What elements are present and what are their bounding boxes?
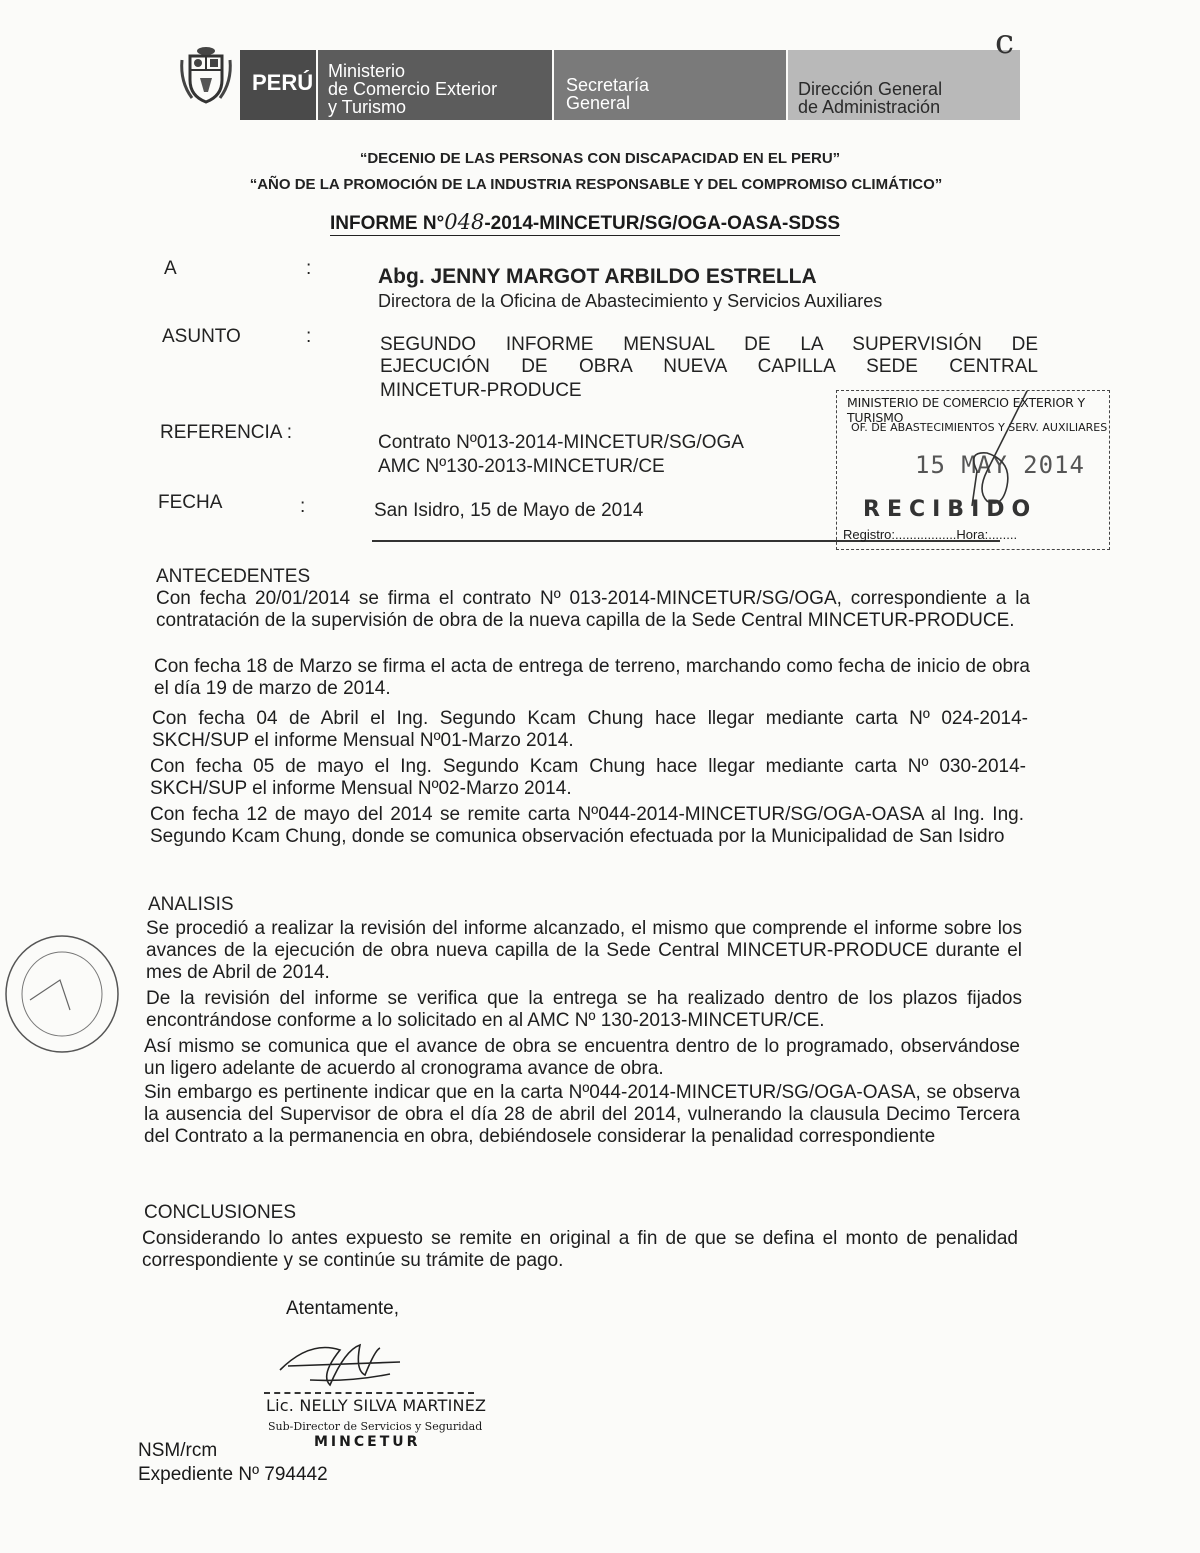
to-label: A	[164, 258, 177, 279]
analisis-paragraph: Así mismo se comunica que el avance de obra se encuentra dentro de lo programado, observándose un ligero adelante de acuerdo al cronograma avance de obra.	[144, 1036, 1020, 1079]
antecedentes-paragraph: Con fecha 20/01/2014 se firma el contrato Nº 013-2014-MINCETUR/SG/OGA, correspondiente a la contratación de la supervisión de obra de la nueva capilla de la Sede Central MINCETUR-PRODUCE.	[156, 588, 1030, 631]
to-name: Abg. JENNY MARGOT ARBILDO ESTRELLA	[378, 265, 817, 288]
reference-line: AMC Nº130-2013-MINCETUR/CE	[378, 456, 665, 477]
subject-label: ASUNTO	[162, 326, 241, 347]
signer-role: Sub-Director de Servicios y Seguridad	[268, 1420, 483, 1433]
analisis-paragraph: De la revisión del informe se verifica que la entrega se ha realizado dentro de los plazos fijados encontrándose conforme a lo solicitado en al AMC Nº 130-2013-MINCETUR/CE.	[146, 988, 1022, 1031]
header-ministry-line: y Turismo	[328, 97, 407, 117]
corner-handwritten-mark: c	[995, 22, 1015, 62]
antecedentes-paragraph: Con fecha 04 de Abril el Ing. Segundo Kcam Chung hace llegar mediante carta Nº 024-2014-SKCH/SUP el informe Mensual Nº01-Marzo 2014.	[152, 708, 1028, 751]
to-colon: :	[306, 258, 312, 279]
header-direction-line: de Administración	[798, 97, 941, 117]
to-role: Directora de la Oficina de Abastecimiento y Servicios Auxiliares	[378, 291, 883, 311]
stamp-office: OF. DE ABASTECIMIENTOS Y SERV. AUXILIARES	[851, 421, 1108, 434]
title-suffix: -2014-MINCETUR/SG/OGA-OASA-SDSS	[484, 213, 841, 234]
subject-line: EJECUCIÓN DE OBRA NUEVA CAPILLA SEDE CENTRAL	[380, 356, 1038, 377]
antecedentes-heading: ANTECEDENTES	[156, 566, 311, 587]
peru-coat-of-arms-icon	[178, 46, 234, 106]
date-value: San Isidro, 15 de Mayo de 2014	[374, 500, 644, 521]
conclusiones-heading: CONCLUSIONES	[144, 1202, 297, 1223]
header-ministry-line: de Comercio Exterior	[328, 79, 498, 99]
header-peru-band	[240, 50, 316, 120]
stamp-initial-scribble-icon	[837, 391, 1111, 551]
subject-line: SEGUNDO INFORME MENSUAL DE LA SUPERVISIÓN DE	[380, 334, 1038, 355]
received-stamp	[836, 390, 1110, 550]
reference-label: REFERENCIA :	[160, 422, 292, 443]
header-secretary-line: Secretaría	[566, 75, 650, 95]
stamp-ministry: MINISTERIO DE COMERCIO EXTERIOR Y TURISMO	[847, 395, 1085, 425]
analisis-paragraph: Se procedió a realizar la revisión del informe alcanzado, el mismo que comprende el informe sobre los avances de la ejecución de obra nueva capilla de la Sede Central MINCETUR-PRODUCE durante el mes de Abril de 2014.	[146, 918, 1022, 983]
header-secretary-line: General	[566, 93, 631, 113]
conclusiones-paragraph: Considerando lo antes expuesto se remite en original a fin de que se defina el monto de penalidad correspondiente y se continúe su trámite de pago.	[142, 1228, 1018, 1271]
signature-icon	[270, 1330, 430, 1390]
title-prefix: INFORME N°	[330, 213, 445, 234]
analisis-paragraph: Sin embargo es pertinente indicar que en la carta Nº044-2014-MINCETUR/SG/OGA-OASA, se observa la ausencia del Supervisor de obra el día 28 de abril del 2014, vulnerando la clausula Decimo Tercera del Contrato a la permanencia en obra, debiéndosele considerar la penalidad correspondiente	[144, 1082, 1020, 1147]
header-ministry-band	[318, 50, 552, 120]
header-direction-line: Dirección General	[798, 79, 943, 99]
expediente-number: Expediente Nº 794442	[138, 1464, 328, 1485]
oval-seal-icon	[0, 930, 130, 1060]
subject-line: MINCETUR-PRODUCE	[380, 380, 582, 401]
signer-organization: MINCETUR	[314, 1434, 421, 1450]
antecedentes-paragraph: Con fecha 18 de Marzo se firma el acta de entrega de terreno, marchando como fecha de inicio de obra el día 19 de marzo de 2014.	[154, 656, 1030, 699]
date-colon: :	[300, 496, 306, 517]
closing-greeting: Atentamente,	[286, 1298, 400, 1319]
signature-line	[264, 1392, 474, 1394]
date-label: FECHA	[158, 492, 223, 513]
header-direction-band	[788, 50, 1020, 120]
document-title	[330, 210, 840, 236]
analisis-heading: ANALISIS	[148, 894, 234, 915]
antecedentes-paragraph: Con fecha 05 de mayo el Ing. Segundo Kcam Chung hace llegar mediante carta Nº 030-2014- SKCH/SUP el informe Mensual Nº02-Marzo 2014.	[150, 756, 1026, 799]
stamp-registro: Registro:.................Hora:........	[843, 527, 1018, 542]
header-ministry-line: Ministerio	[328, 61, 406, 81]
slogan-decade: “DECENIO DE LAS PERSONAS CON DISCAPACIDAD EN EL PERU”	[359, 150, 841, 167]
antecedentes-paragraph: Con fecha 12 de mayo del 2014 se remite carta Nº044-2014-MINCETUR/SG/OGA-OASA al Ing. Ing. Segundo Kcam Chung, donde se comunica observación efectuada por la Municipalidad de San Isidro	[150, 804, 1024, 847]
header-peru-label: PERÚ	[252, 70, 314, 95]
subject-colon: :	[306, 326, 312, 347]
slogan-year: “AÑO DE LA PROMOCIÓN DE LA INDUSTRIA RESPONSABLE Y DEL COMPROMISO CLIMÁTICO”	[249, 176, 943, 193]
stamp-date: 15 MAY 2014	[915, 451, 1085, 479]
title-number: 048	[444, 210, 485, 234]
signer-name: Lic. NELLY SILVA MARTINEZ	[266, 1396, 487, 1415]
stamp-status: RECIBIDO	[863, 497, 1038, 522]
document-initials: NSM/rcm	[138, 1440, 218, 1461]
header-secretary-band	[554, 50, 786, 120]
reference-line: Contrato Nº013-2014-MINCETUR/SG/OGA	[378, 432, 744, 453]
